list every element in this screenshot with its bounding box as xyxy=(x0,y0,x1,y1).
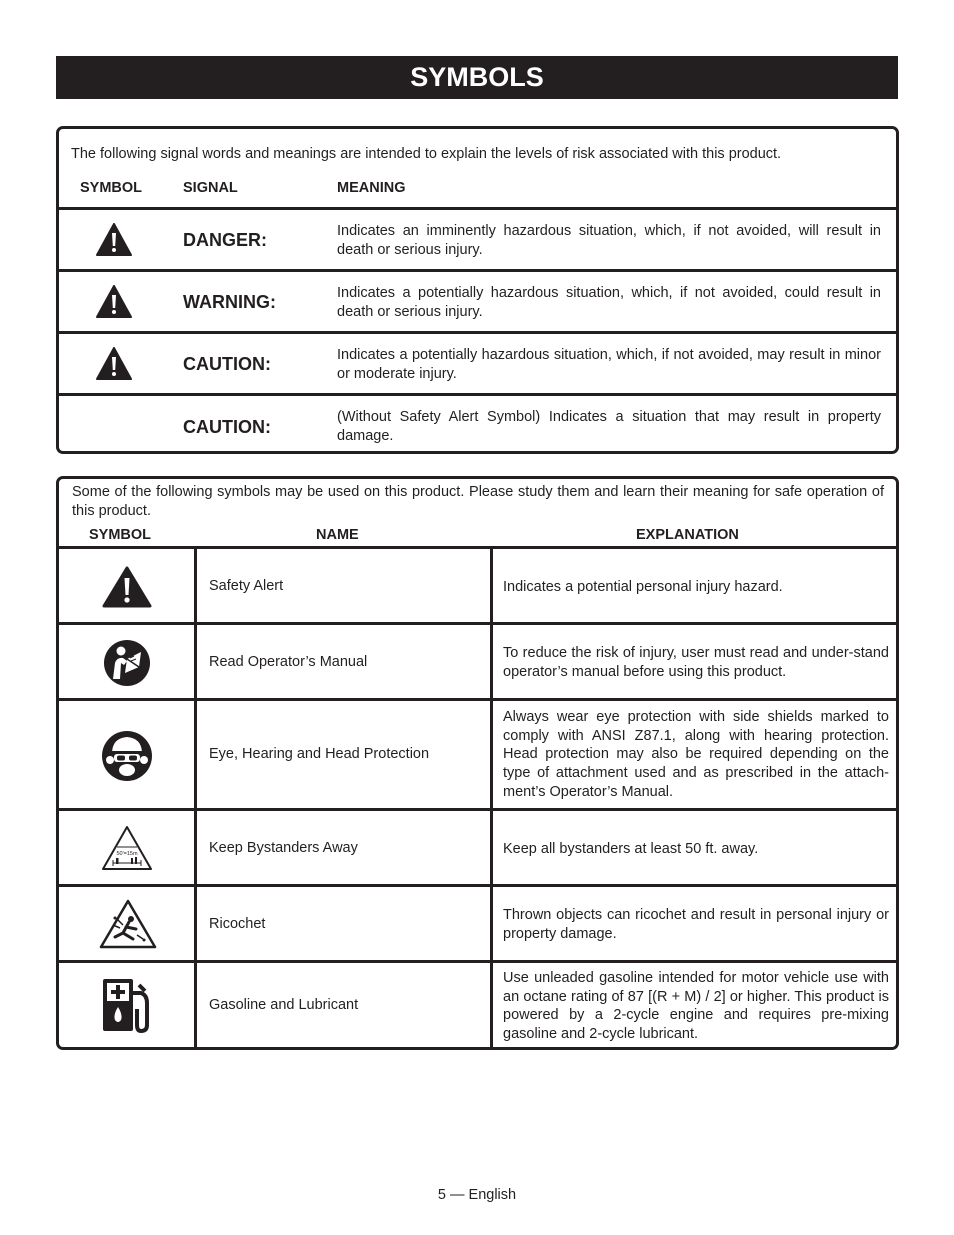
symbol-row-read-manual xyxy=(59,622,896,698)
signal-label: DANGER: xyxy=(183,230,267,250)
read-manual-icon xyxy=(103,639,151,687)
header-explanation: EXPLANATION xyxy=(636,527,739,543)
safety-alert-icon xyxy=(96,223,132,256)
signal-intro: The following signal words and meanings are intended to explain the levels of risk associated with this product. xyxy=(71,146,782,162)
signal-meaning: Indicates a potentially hazardous situation, which, if not avoided, could result in death or serious injury. xyxy=(337,285,881,320)
signal-row-caution-property xyxy=(59,393,896,454)
safety-alert-icon xyxy=(96,285,132,318)
header-symbol: SYMBOL xyxy=(80,180,143,196)
symbol-name: Read Operator’s Manual xyxy=(209,654,368,670)
bystander-distance-label: 50'=15m xyxy=(116,851,138,857)
symbol-row-safety-alert xyxy=(59,546,896,622)
safety-alert-icon xyxy=(96,347,132,380)
eye-hearing-head-protection-icon xyxy=(101,730,153,782)
header-signal: SIGNAL xyxy=(183,180,238,196)
symbol-name: Ricochet xyxy=(209,916,266,932)
signal-row-danger xyxy=(59,207,896,269)
header-symbol: SYMBOL xyxy=(89,527,152,543)
symbol-name: Safety Alert xyxy=(209,578,284,594)
symbol-explanation: Always wear eye protection with side shields marked to comply with ANSI Z87.1, along with hearing protection. Head protection may also be required depending on the type of attachment used and as prescribed in the attach-ment’s Operator’s Manual. xyxy=(503,709,889,800)
signal-row-caution xyxy=(59,331,896,393)
signal-words-table xyxy=(56,126,899,454)
symbol-name: Gasoline and Lubricant xyxy=(209,997,359,1013)
symbol-row-ricochet xyxy=(59,884,896,960)
ricochet-icon xyxy=(99,899,157,949)
symbol-explanation: Indicates a potential personal injury hazard. xyxy=(503,579,783,595)
page-footer: 5 — English xyxy=(437,1187,517,1203)
symbol-explanation: Thrown objects can ricochet and result in personal injury or property damage. xyxy=(503,907,889,942)
symbol-row-keep-bystanders xyxy=(59,808,896,884)
symbol-name: Eye, Hearing and Head Protection xyxy=(209,746,430,762)
signal-label: CAUTION: xyxy=(183,354,271,374)
signal-label: CAUTION: xyxy=(183,417,271,437)
gasoline-lubricant-icon xyxy=(99,975,159,1035)
signal-label: WARNING: xyxy=(183,292,276,312)
symbol-name: Keep Bystanders Away xyxy=(209,840,358,856)
keep-bystanders-away-icon xyxy=(101,825,153,871)
header-name: NAME xyxy=(316,527,359,543)
symbols-intro: Some of the following symbols may be used on this product. Please study them and learn their meaning for safe operation of this product. xyxy=(72,484,884,519)
signal-meaning: (Without Safety Alert Symbol) Indicates a situation that may result in property damage. xyxy=(337,409,881,444)
symbol-explanation: Use unleaded gasoline intended for motor vehicle use with an octane rating of 87 [(R + M) / 2] or higher. This product is powered by a 2-cycle engine and requires pre-mixing gasoline and 2-cycle lubricant. xyxy=(503,970,889,1043)
signal-meaning: Indicates a potentially hazardous situation, which, if not avoided, may result in minor or moderate injury. xyxy=(337,347,881,382)
symbol-row-eye-hearing-head xyxy=(59,698,896,808)
signal-row-warning xyxy=(59,269,896,331)
symbols-table xyxy=(56,476,899,1050)
signal-meaning: Indicates an imminently hazardous situation, which, if not avoided, will result in death or serious injury. xyxy=(337,223,881,258)
safety-alert-icon xyxy=(102,566,152,608)
header-meaning: MEANING xyxy=(337,180,406,196)
page-title: SYMBOLS xyxy=(56,56,898,99)
symbol-explanation: Keep all bystanders at least 50 ft. away. xyxy=(503,841,759,857)
symbol-explanation: To reduce the risk of injury, user must read and under-stand operator’s manual before using this product. xyxy=(503,645,889,680)
symbol-row-gasoline-lubricant xyxy=(59,960,896,1047)
